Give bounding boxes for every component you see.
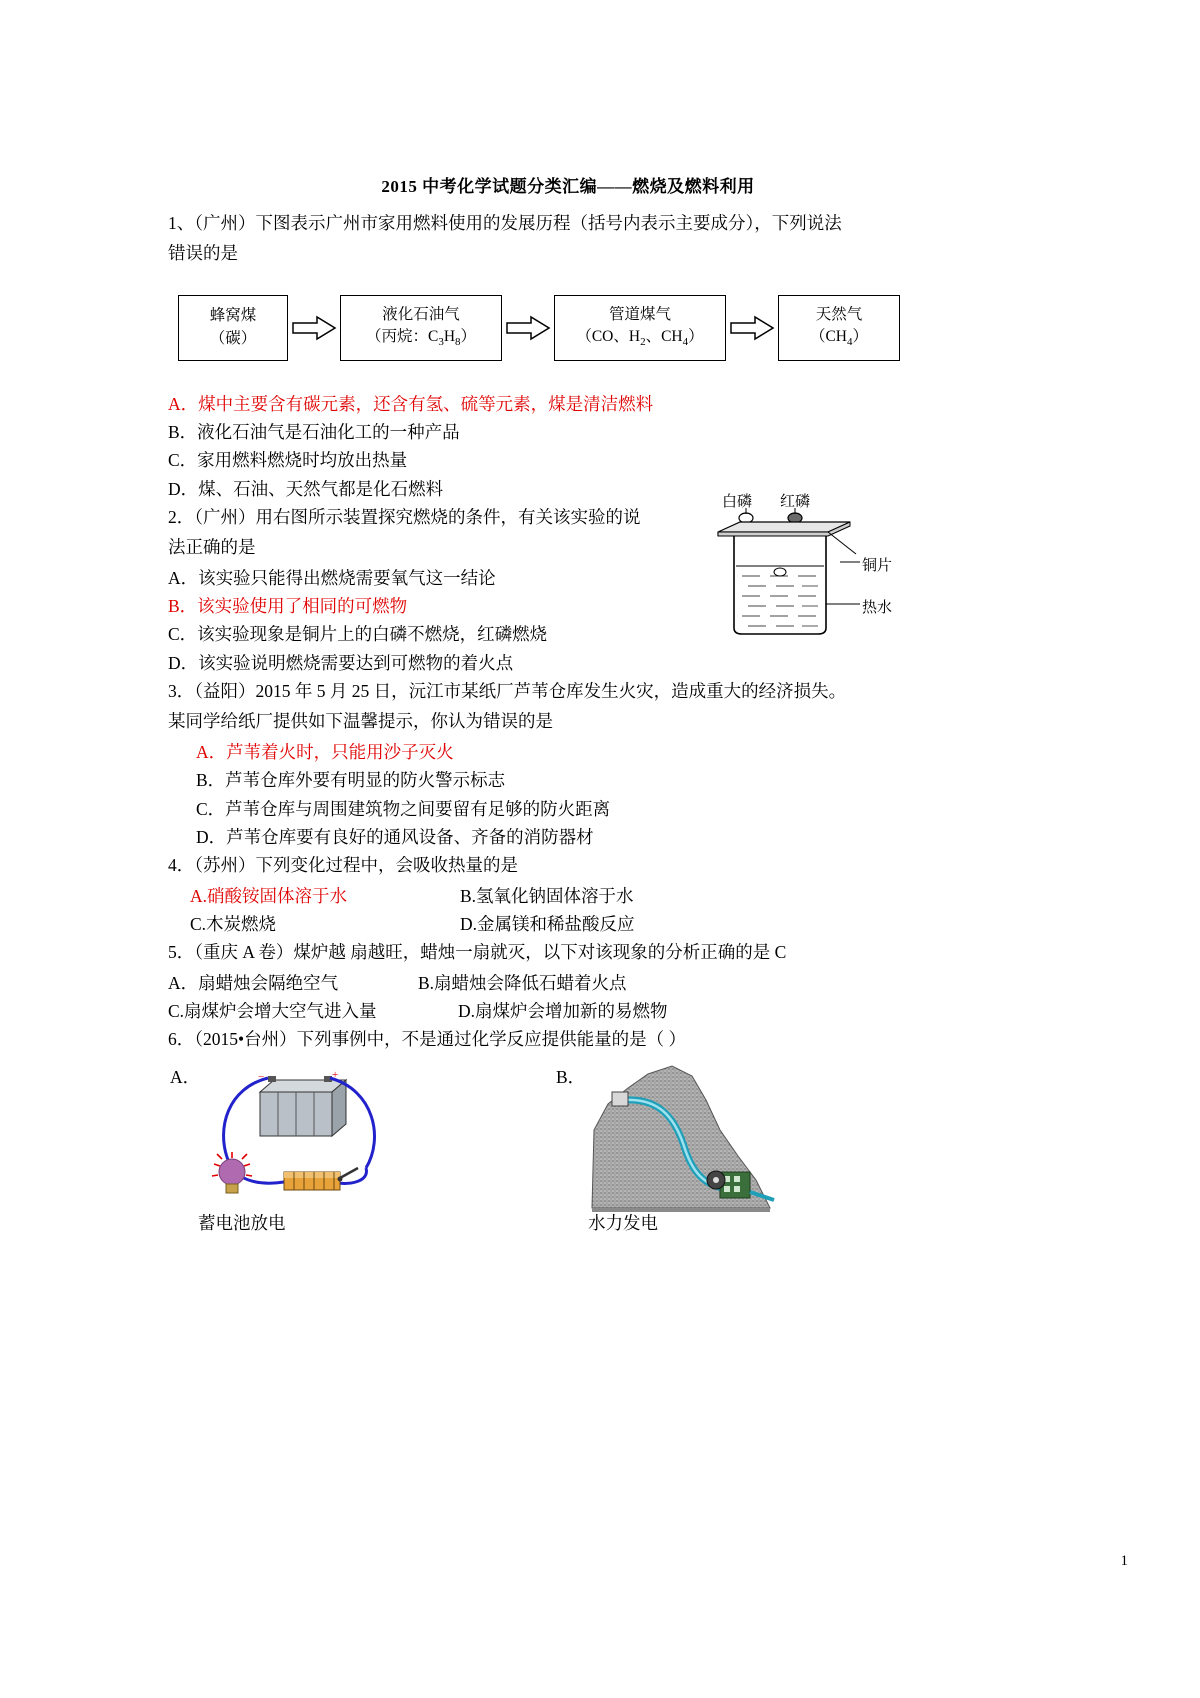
question-1-option-d: D．煤、石油、天然气都是化石燃料 bbox=[168, 478, 444, 499]
question-6-figures bbox=[168, 1060, 968, 1245]
question-2-stem-line2: 法正确的是 bbox=[168, 537, 256, 558]
flow-box-2-line2: （丙烷：$C_3H_8$） bbox=[365, 328, 477, 349]
flow-box-1 bbox=[178, 295, 288, 361]
figure-label-copper-sheet: 铜片 bbox=[862, 558, 893, 574]
question-3-option-a: A．芦苇着火时，只能用沙子灭火 bbox=[196, 741, 454, 762]
flow-box-4-line2: $(CH_4)$ bbox=[809, 328, 869, 349]
question-5-option-d: D.扇煤炉会增加新的易燃物 bbox=[458, 1000, 668, 1021]
flow-box-2-line1: 液化石油气 bbox=[382, 305, 460, 323]
flow-arrow-1-icon bbox=[288, 315, 340, 341]
question-4-options-row-1 bbox=[168, 882, 968, 910]
question-4-option-d: D.金属镁和稀盐酸反应 bbox=[460, 913, 635, 934]
question-1-option-c: C．家用燃料燃烧时均放出热量 bbox=[168, 450, 408, 471]
flow-box-4-line1: 天然气 bbox=[815, 305, 863, 323]
battery-discharge-illustration bbox=[198, 1068, 448, 1213]
flow-box-3-line1: 管道煤气 bbox=[608, 305, 671, 323]
question-5-options-row-2 bbox=[168, 997, 968, 1025]
page-number: 1 bbox=[1120, 1553, 1128, 1569]
question-2-option-d: D．该实验说明燃烧需要达到可燃物的着火点 bbox=[168, 652, 514, 673]
combustion-experiment-figure bbox=[700, 492, 930, 652]
flow-arrow-2-icon bbox=[502, 315, 554, 341]
question-1-stem-line2: 错误的是 bbox=[168, 243, 238, 264]
figure-label-red-phosphorus: 红磷 bbox=[780, 494, 811, 510]
question-3-option-d: D．芦苇仓库要有良好的通风设备、齐备的消防器材 bbox=[196, 826, 594, 847]
question-4-stem: 4．（苏州）下列变化过程中，会吸收热量的是 bbox=[168, 855, 518, 876]
question-3-stem: 3．（益阳）2015 年 5 月 25 日，沅江市某纸厂芦苇仓库发生火灾，造成重大的经济损失。 bbox=[168, 681, 847, 702]
hydropower-illustration bbox=[588, 1060, 818, 1220]
question-3-stem-line2: 某同学给纸厂提供如下温馨提示，你认为错误的是 bbox=[168, 711, 553, 732]
flow-box-3-line2: （CO、$H_2$、$CH_4$） bbox=[576, 328, 704, 349]
question-2-option-a: A．该实验只能得出燃烧需要氧气这一结论 bbox=[168, 567, 496, 588]
question-1-option-a: A．煤中主要含有碳元素，还含有氢、硫等元素，煤是清洁燃料 bbox=[168, 393, 654, 414]
question-5-option-a: A．扇蜡烛会隔绝空气 bbox=[168, 972, 339, 993]
question-3-option-c: C．芦苇仓库与周围建筑物之间要留有足够的防火距离 bbox=[196, 798, 611, 819]
page-title: 2015 中考化学试题分类汇编——燃烧及燃料利用 bbox=[381, 177, 755, 196]
question-5-stem: 5．（重庆 A 卷）煤炉越 扇越旺，蜡烛一扇就灭，以下对该现象的分析正确的是 C bbox=[168, 942, 787, 963]
question-5-options-row-1 bbox=[168, 969, 968, 997]
question-6-item-b-caption: 水力发电 bbox=[588, 1212, 658, 1233]
document-content bbox=[168, 172, 968, 1245]
svg-text:−: − bbox=[258, 1070, 265, 1083]
figure-label-white-phosphorus: 白磷 bbox=[722, 494, 753, 510]
question-2-option-b: B．该实验使用了相同的可燃物 bbox=[168, 596, 408, 617]
question-4-options-row-2 bbox=[168, 910, 968, 938]
question-4-option-a: A.硝酸铵固体溶于水 bbox=[190, 885, 348, 906]
flow-box-2 bbox=[340, 295, 502, 361]
question-2-option-c: C．该实验现象是铜片上的白磷不燃烧，红磷燃烧 bbox=[168, 624, 548, 645]
question-5-option-b: B.扇蜡烛会降低石蜡着火点 bbox=[418, 972, 627, 993]
question-6-item-b-letter: B． bbox=[556, 1066, 586, 1087]
flow-box-1-line2: （碳） bbox=[209, 329, 257, 347]
question-6-item-a-caption: 蓄电池放电 bbox=[198, 1212, 286, 1233]
question-6-item-a-letter: A． bbox=[170, 1066, 201, 1087]
question-3-option-b: B．芦苇仓库外要有明显的防火警示标志 bbox=[196, 770, 506, 791]
question-4-option-c: C.木炭燃烧 bbox=[190, 913, 277, 934]
fuel-development-flow-diagram bbox=[168, 278, 968, 378]
flow-arrow-3-icon bbox=[726, 315, 778, 341]
question-2-stem: 2．（广州）用右图所示装置探究燃烧的条件，有关该实验的说 bbox=[168, 507, 641, 528]
question-1-option-b: B．液化石油气是石油化工的一种产品 bbox=[168, 422, 460, 443]
svg-text:+: + bbox=[332, 1068, 339, 1081]
figure-label-hot-water: 热水 bbox=[862, 600, 893, 616]
flow-box-1-line1: 蜂窝煤 bbox=[209, 307, 257, 325]
flow-box-4 bbox=[778, 295, 900, 361]
question-1-stem: 1、（广州）下图表示广州市家用燃料使用的发展历程（括号内表示主要成分），下列说法 bbox=[168, 213, 842, 233]
question-6-stem: 6．（2015•台州）下列事例中，不是通过化学反应提供能量的是（ ） bbox=[168, 1029, 686, 1050]
question-4-option-b: B.氢氧化钠固体溶于水 bbox=[460, 885, 634, 906]
question-5-option-c: C.扇煤炉会增大空气进入量 bbox=[168, 1000, 377, 1021]
flow-box-3 bbox=[554, 295, 726, 361]
